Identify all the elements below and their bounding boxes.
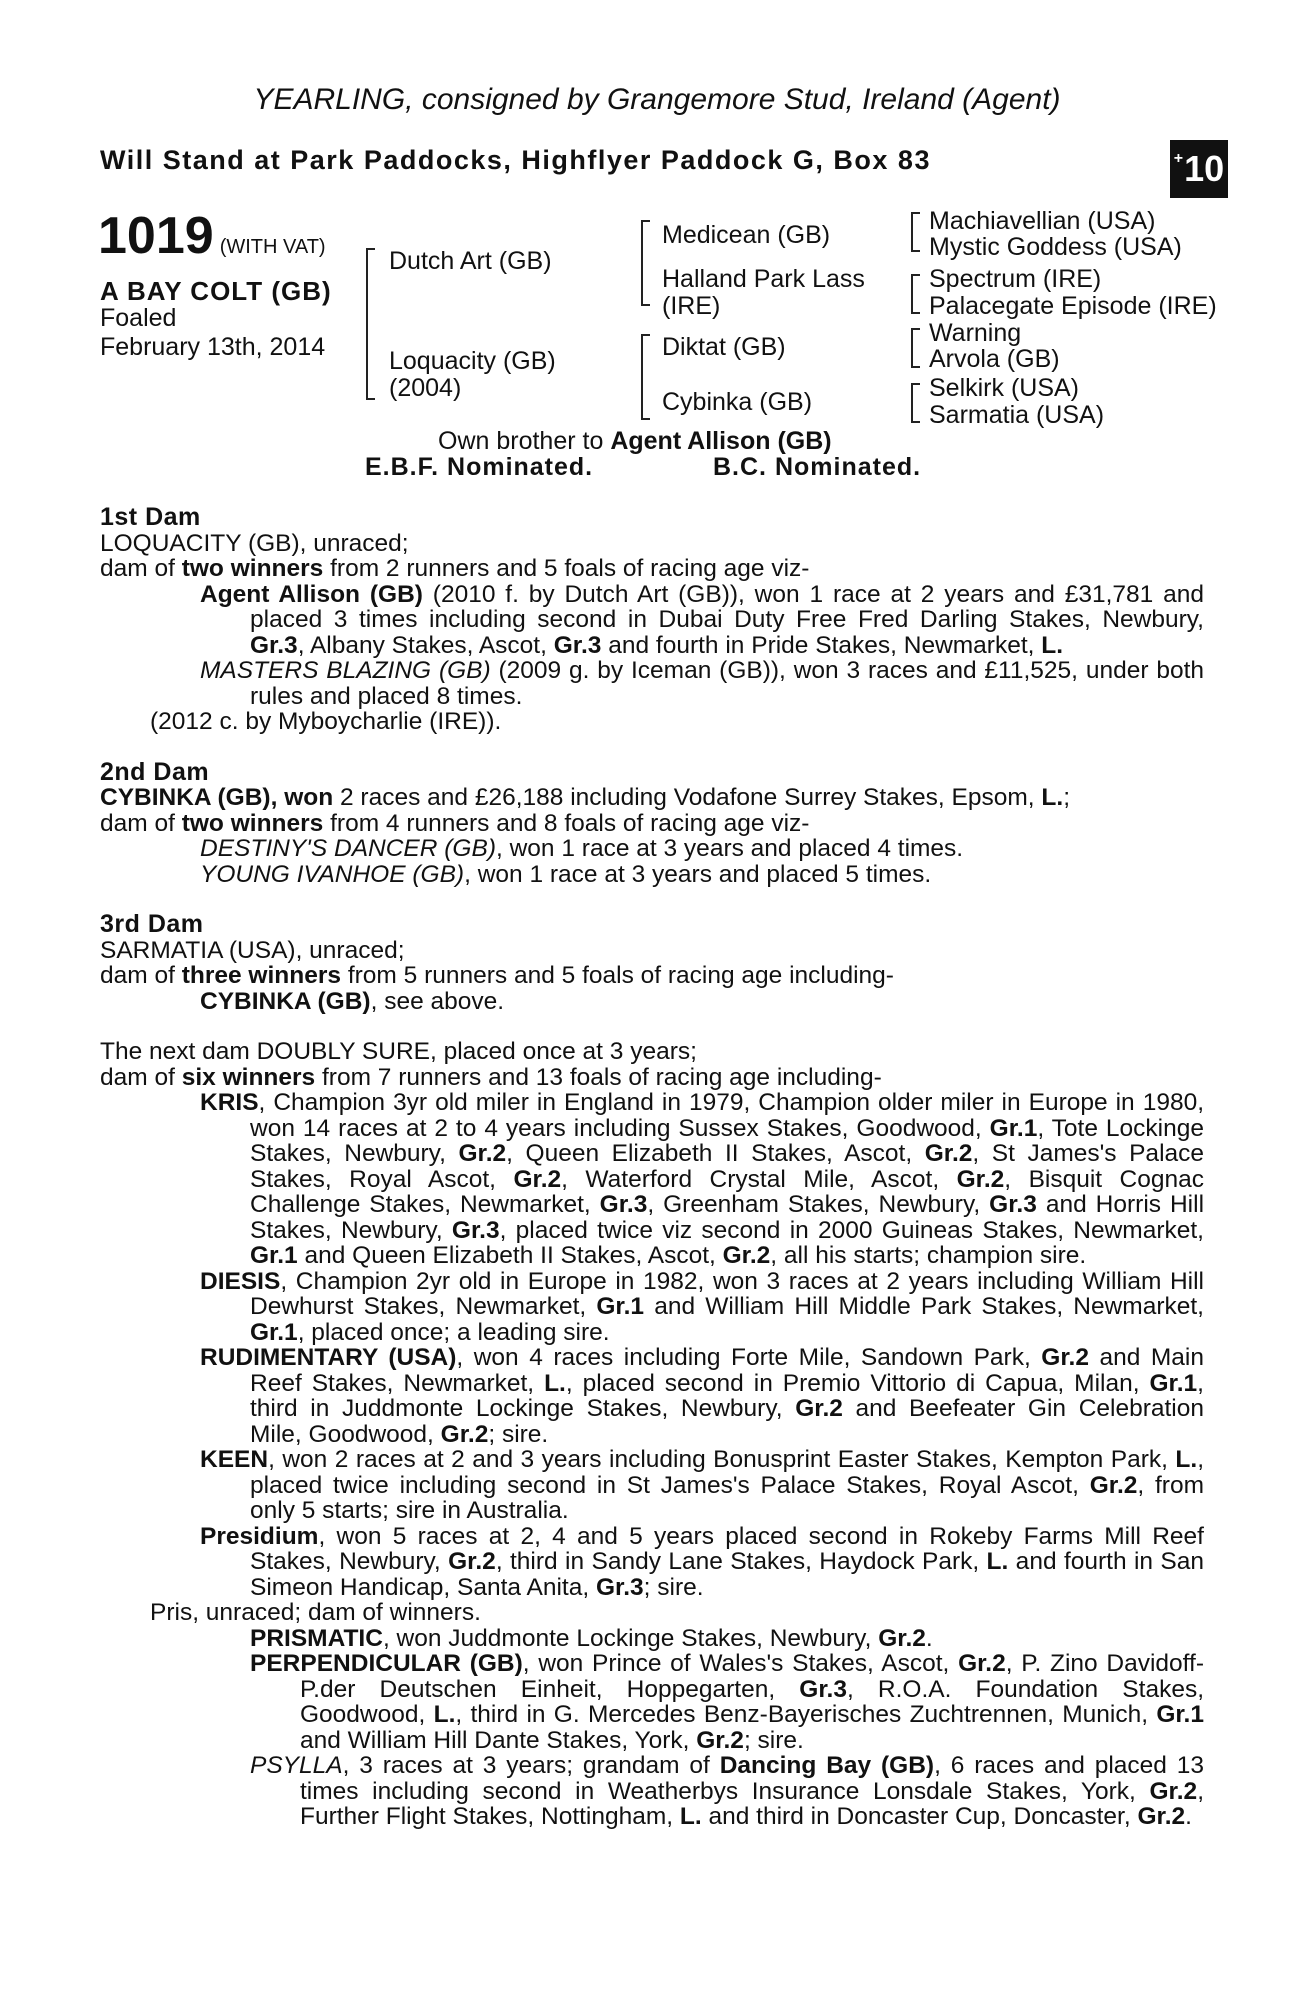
dam-dam: Cybinka (GB) [662, 388, 813, 416]
lot-badge [1170, 140, 1228, 198]
entry-agent-allison: Agent Allison (GB) (2010 f. by Dutch Art (GB)), won 1 race at 2 years and £31,781 and placed 3 times including second in Dubai Duty Free Fred Darling Stakes, Newbury, Gr.3, Albany Stakes, Ascot, Gr.3 and fourth in Pride Stakes, Newmarket, L. [200, 580, 1204, 659]
grandparent-3: Spectrum (IRE) [929, 265, 1102, 293]
entry-cybinka: CYBINKA (GB), see above. [200, 987, 505, 1015]
grandparent-4: Palacegate Episode (IRE) [929, 292, 1217, 320]
consignor-title: YEARLING, consigned by Grangemore Stud, Ireland (Agent) [253, 83, 1061, 116]
dam-year: (2004) [389, 374, 462, 402]
entry-masters-blazing: MASTERS BLAZING (GB) (2009 g. by Iceman (GB)), won 3 races and £11,525, under both rules and placed 8 times. [200, 657, 1205, 710]
grandparent-7: Selkirk (USA) [929, 374, 1080, 402]
stand-location: Will Stand at Park Paddocks, Highflyer Paddock G, Box 83 [100, 145, 931, 175]
grandparent-5: Warning [929, 319, 1022, 347]
brace-dam-parents [641, 334, 650, 420]
own-brother-note: Own brother to Agent Allison (GB) [438, 427, 832, 455]
dam: Loquacity (GB) [389, 347, 556, 375]
lot-number: 1019 [98, 207, 214, 265]
catalogue-body [100, 505, 1204, 1830]
first-dam-produce-summary: dam of two winners from 2 runners and 5 foals of racing age viz- [100, 555, 810, 582]
entry-presidium: Presidium, won 5 races at 2, 4 and 5 years placed second in Rokeby Farms Mill Reef Stakes, Newbury, Gr.2, third in Sandy Lane Stakes, Haydock Park, L. and fourth in San Simeon Handicap, Santa Anita, Gr.3; sire. [200, 1522, 1205, 1601]
second-dam-line: CYBINKA (GB), won 2 races and £26,188 including Vodafone Surrey Stakes, Epsom, L.; [100, 784, 1071, 811]
next-dam-produce-summary: dam of six winners from 7 runners and 13 foals of racing age including- [100, 1063, 882, 1091]
sire: Dutch Art (GB) [389, 247, 552, 275]
entry-2012-colt: (2012 c. by Myboycharlie (IRE)). [150, 708, 502, 735]
sire-dam-line1: Halland Park Lass [662, 265, 865, 293]
second-dam-produce-summary: dam of two winners from 4 runners and 8 foals of racing age viz- [100, 809, 810, 837]
next-dam-line: The next dam DOUBLY SURE, placed once at 3 years; [100, 1038, 697, 1065]
dam-sire: Diktat (GB) [662, 333, 786, 361]
bc-nominated: B.C. Nominated. [713, 453, 922, 481]
grandparent-6: Arvola (GB) [929, 345, 1060, 373]
entry-prismatic: PRISMATIC, won Juddmonte Lockinge Stakes, Newbury, Gr.2. [250, 1624, 933, 1652]
third-dam-produce-summary: dam of three winners from 5 runners and 5 foals of racing age including- [100, 962, 894, 989]
badge-number: 10 [1184, 148, 1225, 189]
horse-description: A BAY COLT (GB) [100, 276, 332, 306]
entry-diesis: DIESIS, Champion 2yr old in Europe in 1982, won 3 races at 2 years including William Hill Dewhurst Stakes, Newmarket, Gr.1 and William Hill Middle Park Stakes, Newmarket, Gr.1, placed once; a leading sire. [200, 1267, 1204, 1346]
entry-keen: KEEN, won 2 races at 2 and 3 years including Bonusprint Easter Stakes, Kempton Park, L., placed twice including second in St James's Palace Stakes, Royal Ascot, Gr.2, from only 5 starts; sire in Australia. [200, 1446, 1204, 1524]
brace-g12 [911, 212, 920, 252]
grandparent-1: Machiavellian (USA) [929, 207, 1156, 235]
brace-sire-parents [641, 220, 650, 306]
entry-rudimentary: RUDIMENTARY (USA), won 4 races including Forte Mile, Sandown Park, Gr.2 and Main Reef Stakes, Newmarket, L., placed second in Premio Vittorio di Capua, Milan, Gr.1, third in Juddmonte Lockinge Stakes, Newbury, Gr.2 and Beefeater Gin Celebration Mile, Goodwood, Gr.2; sire. [200, 1344, 1204, 1448]
foaled-date: February 13th, 2014 [100, 333, 326, 361]
grandparent-2: Mystic Goddess (USA) [929, 233, 1182, 261]
entry-psylla: PSYLLA, 3 races at 3 years; grandam of Dancing Bay (GB), 6 races and placed 13 times including second in Weatherbys Insurance Lonsdale Stakes, York, Gr.2, Further Flight Stakes, Nottingham, L. and third in Doncaster Cup, Doncaster, Gr.2. [250, 1752, 1205, 1830]
lot-number-block [98, 206, 326, 266]
own-brother-name: Agent Allison (GB) [610, 427, 832, 455]
vat-label: (WITH VAT) [219, 236, 326, 258]
badge-plus: + [1173, 150, 1184, 167]
entry-perpendicular: PERPENDICULAR (GB), won Prince of Wales's Stakes, Ascot, Gr.2, P. Zino Davidoff-P.der Deutschen Einheit, Hoppegarten, Gr.3, R.O.A. Foundation Stakes, Goodwood, L., third in G. Mercedes Benz-Bayerisches Zuchtrennen, Munich, Gr.1 and William Hill Dante Stakes, York, Gr.2; sire. [250, 1650, 1205, 1754]
entry-young-ivanhoe: YOUNG IVANHOE (GB), won 1 race at 3 years and placed 5 times. [200, 860, 932, 888]
entry-kris: KRIS, Champion 3yr old miler in England in 1979, Champion older miler in Europe in 1980, won 14 races at 2 to 4 years including Sussex Stakes, Goodwood, Gr.1, Tote Lockinge Stakes, Newbury, Gr.2, Queen Elizabeth II Stakes, Ascot, Gr.2, St James's Palace Stakes, Royal Ascot, Gr.2, Waterford Crystal Mile, Ascot, Gr.2, Bisquit Cognac Challenge Stakes, Newmarket, Gr.3, Greenham Stakes, Newbury, Gr.3 and Horris Hill Stakes, Newbury, Gr.3, placed twice viz second in 2000 Guineas Stakes, Newmarket, Gr.1 and Queen Elizabeth II Stakes, Ascot, Gr.2, all his starts; champion sire. [200, 1089, 1205, 1269]
entry-pris: Pris, unraced; dam of winners. [150, 1599, 481, 1626]
brace-g56 [911, 328, 920, 368]
grandparent-8: Sarmatia (USA) [929, 401, 1105, 429]
brace-sire-dam [366, 248, 375, 400]
sire-dam-line2: (IRE) [662, 292, 721, 320]
third-dam-heading: 3rd Dam [100, 910, 204, 938]
third-dam-line: SARMATIA (USA), unraced; [100, 936, 405, 964]
entry-destinys-dancer: DESTINY'S DANCER (GB), won 1 race at 3 years and placed 4 times. [200, 835, 964, 862]
first-dam-line: LOQUACITY (GB), unraced; [100, 529, 409, 557]
first-dam-heading: 1st Dam [100, 503, 201, 531]
brace-g34 [911, 274, 920, 314]
brace-g78 [911, 383, 920, 423]
sire-sire: Medicean (GB) [662, 221, 831, 249]
ebf-nominated: E.B.F. Nominated. [365, 453, 594, 481]
second-dam-heading: 2nd Dam [100, 757, 210, 786]
foaled-label: Foaled [100, 304, 177, 332]
foaled-block [100, 304, 325, 362]
